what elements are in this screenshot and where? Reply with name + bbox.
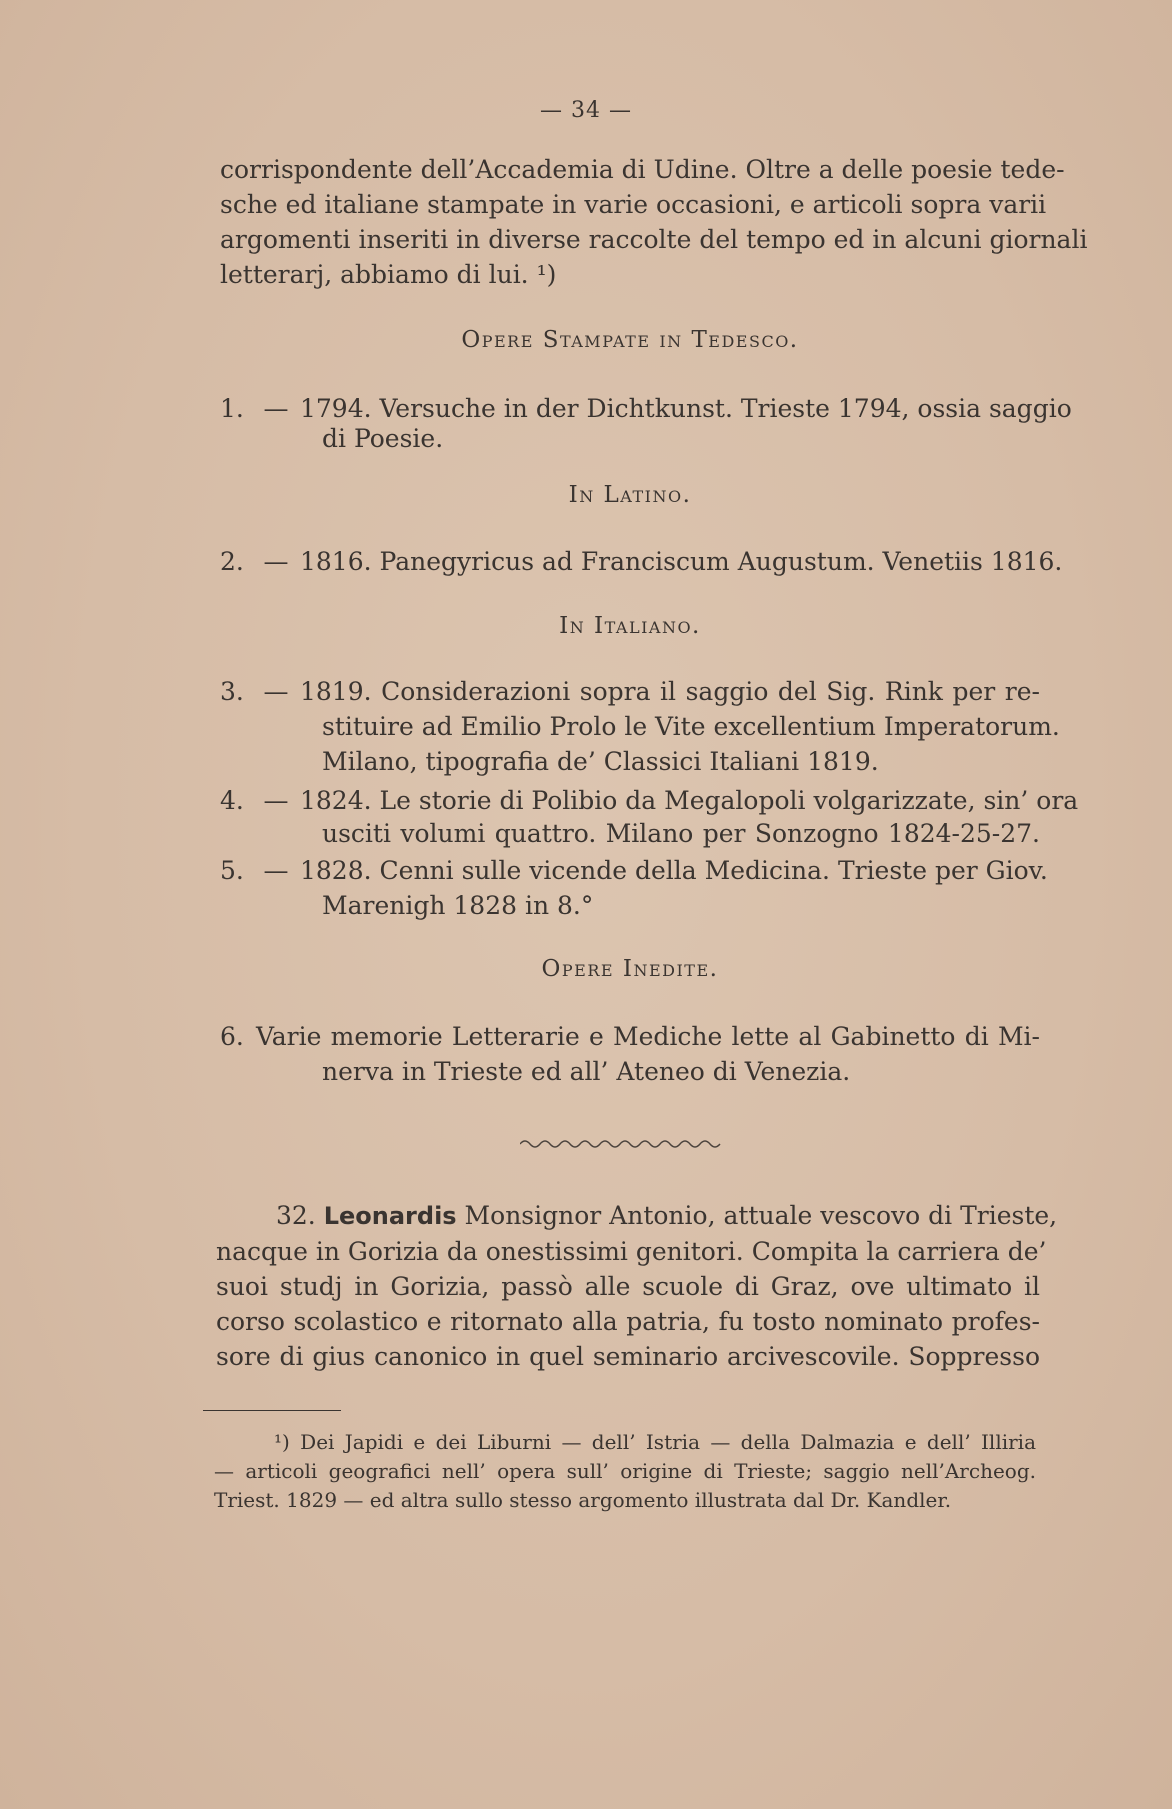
text-line: corrispondente dell’Accademia di Udine. Oltre a delle poesie tede- <box>220 155 1065 184</box>
entry-6 <box>220 1019 1040 1089</box>
text-line <box>216 1198 1058 1234</box>
entry-dash: — <box>263 547 289 576</box>
entry-number: 4. <box>220 786 244 815</box>
page-number: — 34 — <box>540 98 632 123</box>
footnote <box>214 1428 1036 1515</box>
entry-text-cont: stituire ad Emilio Prolo le Vite excellentium Imperatorum. <box>322 712 1060 741</box>
biography-name: Leonardis <box>323 1202 457 1230</box>
entry-dash: — <box>263 786 289 815</box>
entry-1 <box>220 391 1072 461</box>
text-fragment: Dei Japidi e dei Liburni — dell’ Istria — della Dalmazia e dell’ Illiria <box>300 1430 1036 1454</box>
footnote-line <box>214 1428 1036 1457</box>
entry-dash: — <box>263 677 289 706</box>
entry-text: 1816. Panegyricus ad Franciscum Augustum. Venetiis 1816. <box>300 547 1063 576</box>
text-line: sche ed italiane stampate in varie occasioni, e articoli sopra varii <box>220 190 1047 219</box>
entry-text-cont: usciti volumi quattro. Milano per Sonzogno 1824-25-27. <box>322 819 1040 848</box>
text-line: corso scolastico e ritornato alla patria, fu tosto nominato profes- <box>216 1307 1040 1336</box>
entry-dash: — <box>263 394 289 423</box>
entry-number: 32. <box>276 1201 316 1230</box>
intro-paragraph <box>220 152 1088 292</box>
entry-5 <box>220 853 1048 923</box>
entry-text: 1828. Cenni sulle vicende della Medicina. Trieste per Giov. <box>300 856 1048 885</box>
footnote-rule <box>203 1410 341 1411</box>
entry-2 <box>220 544 1063 579</box>
entry-text-cont: Milano, tipografia de’ Classici Italiani 1819. <box>322 747 879 776</box>
entry-text: Varie memorie Letterarie e Mediche lette al Gabinetto di Mi- <box>256 1022 1040 1051</box>
section-heading-tedesco: Opere Stampate in Tedesco. <box>461 327 799 353</box>
entry-dash: — <box>263 856 289 885</box>
entry-4 <box>220 783 1079 853</box>
entry-text-cont: nerva in Trieste ed all’ Ateneo di Venezia. <box>322 1057 851 1086</box>
section-heading-italiano: In Italiano. <box>559 613 701 639</box>
entry-number: 2. <box>220 547 244 576</box>
text-line: suoi studj in Gorizia, passò alle scuole di Graz, ove ultimato il <box>216 1272 1040 1301</box>
footnote-line: — articoli geografici nell’ opera sull’ origine di Trieste; saggio nell’Archeog. <box>214 1459 1036 1483</box>
text-line: sore di gius canonico in quel seminario arcivescovile. Soppresso <box>216 1342 1040 1371</box>
footnote-line: Triest. 1829 — ed altra sullo stesso argomento illustrata dal Dr. Kandler. <box>214 1488 952 1512</box>
entry-text-cont: di Poesie. <box>322 424 444 453</box>
biography-paragraph <box>216 1198 1058 1374</box>
entry-number: 6. <box>220 1022 244 1051</box>
text-line: letterarj, abbiamo di lui. ¹) <box>220 260 557 289</box>
entry-3 <box>220 674 1060 779</box>
text-fragment: Monsignor Antonio, attuale vescovo di Trieste, <box>464 1201 1058 1230</box>
entry-text: 1794. Versuche in der Dichtkunst. Trieste 1794, ossia saggio <box>300 394 1072 423</box>
entry-number: 1. <box>220 394 244 423</box>
entry-number: 3. <box>220 677 244 706</box>
entry-text: 1819. Considerazioni sopra il saggio del Sig. Rink per re- <box>300 677 1040 706</box>
section-heading-latino: In Latino. <box>568 482 692 508</box>
entry-number: 5. <box>220 856 244 885</box>
text-line: argomenti inseriti in diverse raccolte del tempo ed in alcuni giornali <box>220 225 1088 254</box>
text-line: nacque in Gorizia da onestissimi genitori. Compita la carriera de’ <box>216 1237 1047 1266</box>
footnote-marker: ¹) <box>274 1430 290 1454</box>
wavy-divider-ornament <box>520 1136 740 1150</box>
entry-text-cont: Marenigh 1828 in 8.° <box>322 891 594 920</box>
section-heading-inedite: Opere Inedite. <box>541 956 719 982</box>
entry-text: 1824. Le storie di Polibio da Megalopoli volgarizzate, sin’ ora <box>300 786 1079 815</box>
